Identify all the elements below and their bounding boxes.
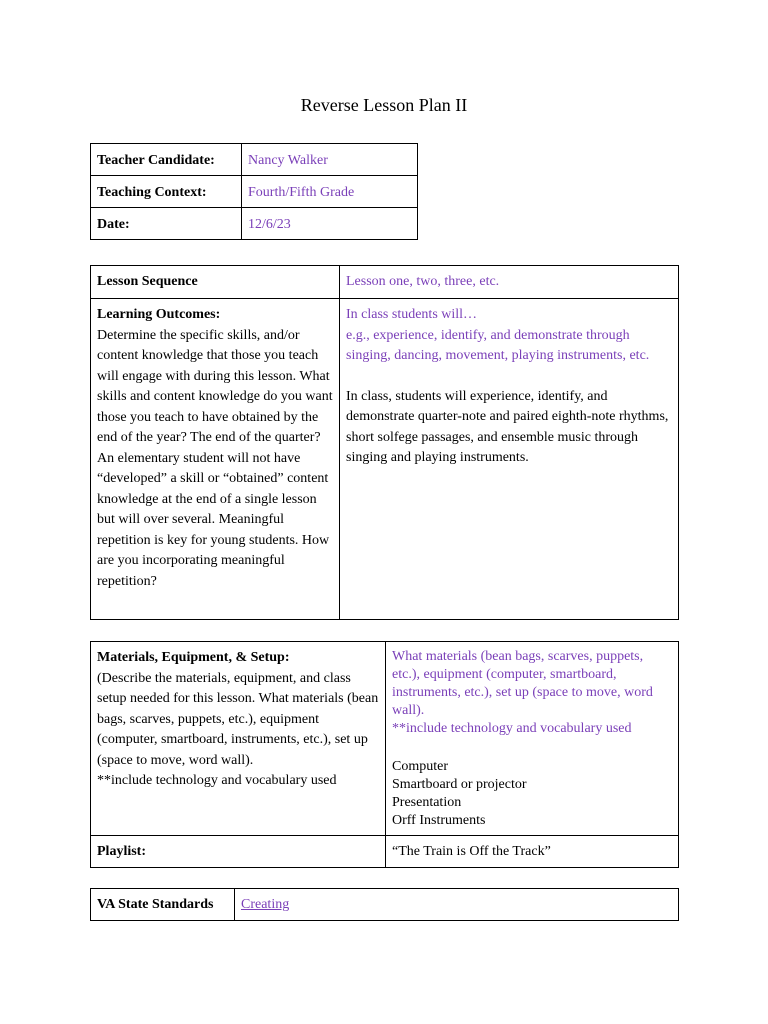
table-row (91, 642, 679, 836)
standards-value-cell (235, 889, 679, 921)
playlist-value: “The Train is Off the Track” (386, 836, 679, 868)
playlist-label: Playlist: (91, 836, 386, 868)
table-row (91, 836, 679, 868)
lesson-sequence-value: Lesson one, two, three, etc. (340, 266, 679, 299)
date-value: 12/6/23 (242, 208, 418, 240)
list-item: Orff Instruments (392, 813, 486, 828)
list-item: Smartboard or projector (392, 777, 527, 792)
table-row (91, 144, 418, 176)
page-title: Reverse Lesson Plan II (300, 95, 468, 115)
learning-outcomes-label: Learning Outcomes: (97, 307, 221, 322)
materials-table (90, 641, 679, 868)
lesson-outcomes-table (90, 265, 679, 620)
materials-label: Materials, Equipment, & Setup: (97, 650, 290, 665)
outcomes-hint-intro: In class students will… (346, 307, 478, 322)
outcomes-answer: In class, students will experience, identify, and demonstrate quarter-note and paired eighth-note rhythms, short solfege passages, and ensemble music through singing and playing instruments. (346, 388, 669, 465)
list-item: Presentation (392, 795, 462, 810)
materials-prompt: (Describe the materials, equipment, and class setup needed for this lesson. What materials (bean bags, scarves, puppets, etc.), equipment (computer, smartboard, instruments, etc.), set up (space to move, word wall). (97, 670, 379, 768)
learning-outcomes-cell (91, 299, 340, 620)
learning-outcomes-answer-cell (340, 299, 679, 620)
table-row (91, 176, 418, 208)
table-row (91, 299, 679, 620)
materials-cell (91, 642, 386, 836)
lesson-sequence-label: Lesson Sequence (91, 266, 340, 299)
list-item: Computer (392, 759, 448, 774)
teacher-info-table (90, 143, 418, 240)
creating-link[interactable]: Creating (241, 897, 290, 912)
standards-table (90, 888, 679, 921)
teaching-context-value: Fourth/Fifth Grade (242, 176, 418, 208)
table-row (91, 266, 679, 299)
table-row (91, 889, 679, 921)
materials-hint: What materials (bean bags, scarves, puppets, etc.), equipment (computer, smartboard, instruments, etc.), set up (space to move, word wall). (392, 649, 653, 718)
materials-prompt-note: **include technology and vocabulary used (97, 773, 337, 788)
teacher-candidate-label: Teacher Candidate: (91, 144, 242, 176)
date-label: Date: (91, 208, 242, 240)
outcomes-hint-example: e.g., experience, identify, and demonstrate through singing, dancing, movement, playing instruments, etc. (346, 327, 650, 363)
learning-outcomes-prompt: Determine the specific skills, and/or content knowledge that those you teach will engage with during this lesson. What skills and content knowledge do you want those you teach to have obtained by the end of the year? The end of the quarter? An elementary student will not have “developed” a skill or “obtained” content knowledge at the end of a single lesson but will over several. Meaningful repetition is key for young students. How are you incorporating meaningful repetition? (97, 327, 333, 589)
table-row (91, 208, 418, 240)
teacher-candidate-value: Nancy Walker (242, 144, 418, 176)
va-state-standards-label: VA State Standards (91, 889, 235, 921)
materials-answer-cell (386, 642, 679, 836)
materials-hint-note: **include technology and vocabulary used (392, 721, 632, 736)
teaching-context-label: Teaching Context: (91, 176, 242, 208)
